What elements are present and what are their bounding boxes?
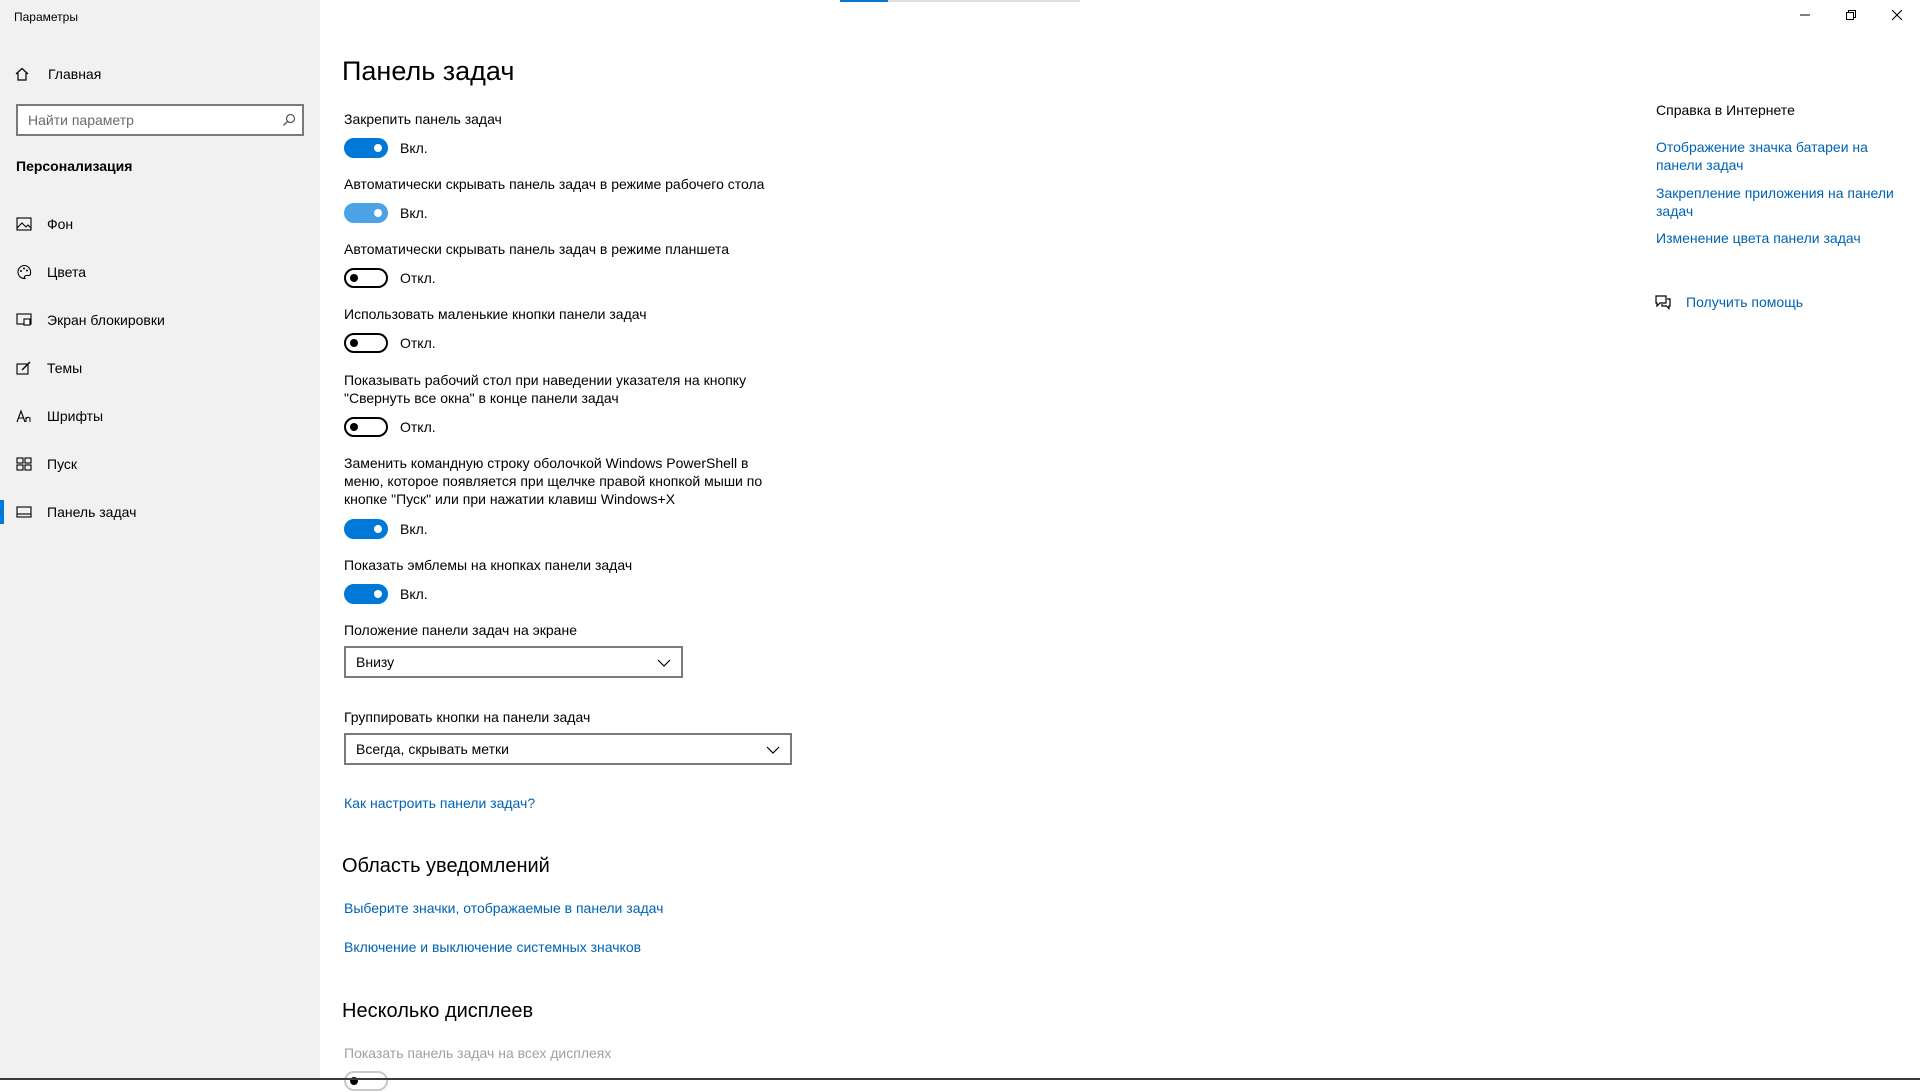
setting-label-lock-taskbar: Закрепить панель задач xyxy=(344,111,502,127)
start-icon xyxy=(15,455,33,473)
sidebar-item-label: Фон xyxy=(47,216,74,232)
group-value: Всегда, скрывать метки xyxy=(356,741,509,757)
sidebar-item-label: Темы xyxy=(47,360,83,376)
taskbar-color-link[interactable]: Изменение цвета панели задач xyxy=(1656,230,1861,246)
sidebar-item-label: Цвета xyxy=(47,264,86,280)
restore-icon xyxy=(1846,7,1856,25)
sidebar-item-label: Пуск xyxy=(47,456,78,472)
sidebar-item-colors[interactable] xyxy=(0,252,320,292)
toggle-state: Откл. xyxy=(400,335,436,351)
sidebar-item-themes[interactable] xyxy=(0,348,320,388)
system-icons-link[interactable]: Включение и выключение системных значков xyxy=(344,939,642,955)
restore-button[interactable] xyxy=(1828,4,1874,28)
position-label: Положение панели задач на экране xyxy=(344,622,577,638)
fonts-icon xyxy=(15,407,33,425)
section-title: Персонализация xyxy=(16,158,133,174)
toggle-state: Откл. xyxy=(400,419,436,435)
sidebar-item-start[interactable] xyxy=(0,444,320,484)
setting-label-powershell-line1: Заменить командную строку оболочкой Windows PowerShell в xyxy=(344,455,749,471)
toggle-state: Откл. xyxy=(400,270,436,286)
group-label: Группировать кнопки на панели задач xyxy=(344,709,591,725)
badges-toggle[interactable] xyxy=(344,584,388,604)
home-label: Главная xyxy=(48,66,102,82)
sidebar xyxy=(0,0,320,1080)
multiple-displays-title: Несколько дисплеев xyxy=(342,1000,534,1022)
chevron-down-icon xyxy=(766,741,780,757)
position-dropdown[interactable] xyxy=(344,646,683,678)
chevron-down-icon xyxy=(657,654,671,670)
minimize-button[interactable] xyxy=(1782,4,1828,28)
sidebar-item-label: Экран блокировки xyxy=(47,312,165,328)
toggle-state: Вкл. xyxy=(400,521,428,537)
setting-label-powershell-line2: меню, которое появляется при щелчке правой кнопкой мыши по xyxy=(344,473,763,489)
all-displays-label: Показать панель задач на всех дисплеях xyxy=(344,1045,612,1061)
toggle-state: Вкл. xyxy=(400,140,428,156)
get-help-label: Получить помощь xyxy=(1686,294,1804,310)
close-icon xyxy=(1892,7,1902,25)
toggle-row-powershell[interactable] xyxy=(344,518,428,540)
close-button[interactable] xyxy=(1874,4,1920,28)
toggle-row-badges[interactable] xyxy=(344,583,428,605)
chat-help-icon xyxy=(1654,294,1674,310)
sidebar-item-fonts[interactable] xyxy=(0,396,320,436)
how-to-link[interactable]: Как настроить панели задач? xyxy=(344,795,536,811)
battery-icon-link[interactable]: Отображение значка батареи на панели задач xyxy=(1656,139,1868,173)
setting-label-autohide-tablet: Автоматически скрывать панель задач в режиме планшета xyxy=(344,241,729,257)
toggle-row-small-buttons[interactable] xyxy=(344,332,436,354)
sidebar-item-background[interactable] xyxy=(0,204,320,244)
online-help-heading: Справка в Интернете xyxy=(1656,102,1795,118)
toggle-state: Вкл. xyxy=(400,205,428,221)
setting-label-autohide-desktop: Автоматически скрывать панель задач в режиме рабочего стола xyxy=(344,176,765,192)
toggle-row-peek[interactable] xyxy=(344,416,436,438)
group-dropdown[interactable] xyxy=(344,733,792,765)
pin-app-link[interactable]: Закрепление приложения на панели задач xyxy=(1656,185,1894,219)
all-displays-toggle[interactable] xyxy=(344,1071,388,1091)
small-buttons-toggle[interactable] xyxy=(344,333,388,353)
setting-label-small-buttons: Использовать маленькие кнопки панели задач xyxy=(344,306,647,322)
toggle-state: Вкл. xyxy=(400,586,428,602)
toggle-row-autohide-desktop[interactable] xyxy=(344,202,428,224)
powershell-toggle[interactable] xyxy=(344,519,388,539)
peek-toggle[interactable] xyxy=(344,417,388,437)
sidebar-item-taskbar[interactable] xyxy=(0,492,320,532)
setting-label-powershell-line3: кнопке "Пуск" или при нажатии клавиш Windows+X xyxy=(344,491,676,507)
notification-area-title: Область уведомлений xyxy=(342,855,550,877)
lock-taskbar-toggle[interactable] xyxy=(344,138,388,158)
home-icon xyxy=(14,66,34,82)
top-accent-bar xyxy=(840,0,1080,2)
search-box[interactable] xyxy=(16,104,304,136)
setting-label-peek-line1: Показывать рабочий стол при наведении указателя на кнопку xyxy=(344,372,747,388)
palette-icon xyxy=(15,263,33,281)
page-title: Панель задач xyxy=(342,56,515,86)
autohide-tablet-toggle[interactable] xyxy=(344,268,388,288)
autohide-desktop-toggle[interactable] xyxy=(344,203,388,223)
lock-screen-icon xyxy=(15,311,33,329)
taskbar-icon xyxy=(15,503,33,521)
toggle-row-all-displays[interactable] xyxy=(344,1070,400,1092)
select-icons-link[interactable]: Выберите значки, отображаемые в панели задач xyxy=(344,900,664,916)
search-icon[interactable] xyxy=(276,113,302,127)
app-title: Параметры xyxy=(14,10,78,24)
sidebar-item-label: Панель задач xyxy=(47,504,137,520)
toggle-row-lock-taskbar[interactable] xyxy=(344,137,428,159)
setting-label-peek-line2: "Свернуть все окна" в конце панели задач xyxy=(344,390,619,406)
search-input[interactable] xyxy=(18,111,276,129)
sidebar-item-label: Шрифты xyxy=(47,408,104,424)
get-help-link[interactable] xyxy=(1654,294,1803,310)
themes-icon xyxy=(15,359,33,377)
home-nav-item[interactable] xyxy=(14,62,101,86)
sidebar-item-lock-screen[interactable] xyxy=(0,300,320,340)
position-value: Внизу xyxy=(356,654,395,670)
minimize-icon xyxy=(1800,7,1810,25)
toggle-row-autohide-tablet[interactable] xyxy=(344,267,436,289)
setting-label-badges: Показать эмблемы на кнопках панели задач xyxy=(344,557,633,573)
picture-icon xyxy=(15,215,33,233)
